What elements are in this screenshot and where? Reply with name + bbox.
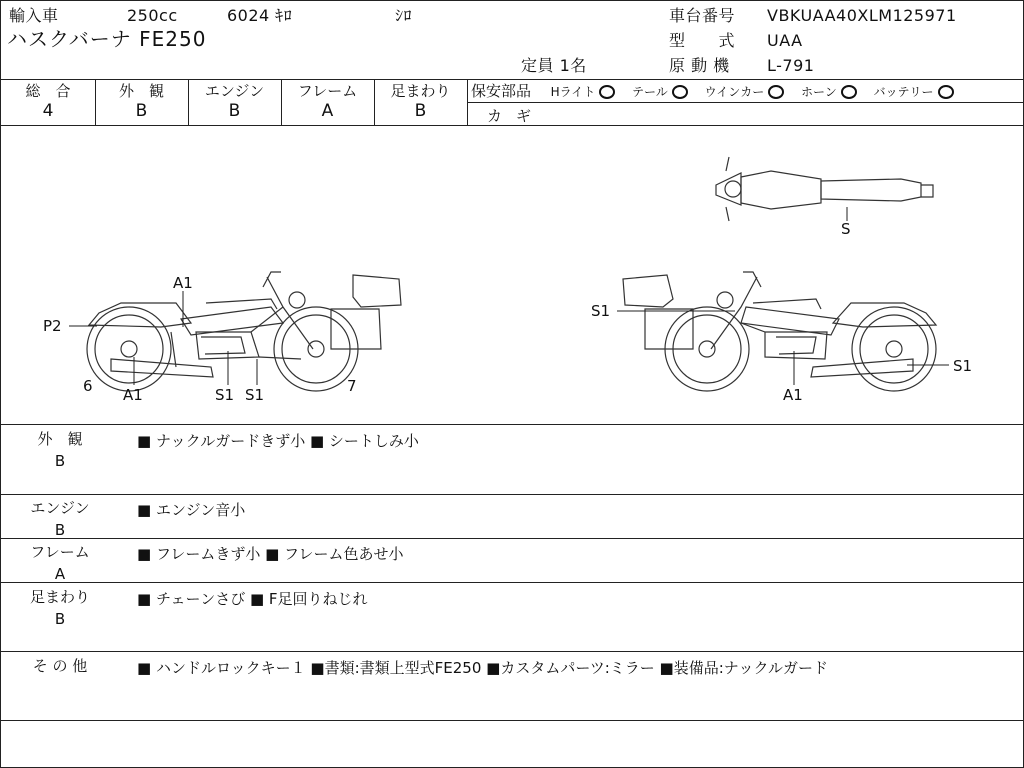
- remark-text-frame: ■ フレームきず小 ■ フレーム色あせ小: [137, 545, 404, 563]
- remark-category-frame: [15, 541, 105, 585]
- remark-grade: A: [54, 565, 66, 583]
- damage-diagram: [1, 127, 1023, 424]
- diagram-label: P2: [43, 317, 62, 335]
- remark-text-engine: ■ エンジン音小: [137, 501, 246, 519]
- import-label: 輸入車: [9, 6, 59, 25]
- part-tail: テール: [632, 85, 668, 99]
- divider: [1, 651, 1023, 652]
- diagram-label: 6: [83, 377, 93, 395]
- divider: [467, 79, 468, 125]
- ok-circle-icon: [599, 85, 615, 99]
- diagram-label: S1: [215, 386, 235, 404]
- remark-category-suspension: [15, 586, 105, 630]
- safety-parts-row: [471, 81, 966, 103]
- grade-value: B: [228, 101, 241, 121]
- grade-label: 足まわり: [390, 82, 451, 100]
- type-label: 型 式: [669, 31, 736, 50]
- diagram-label: S1: [591, 302, 611, 320]
- mileage: 6024 ｷﾛ: [227, 6, 293, 25]
- remark-text-other: ■ ハンドルロックキー１ ■書類:書類上型式FE250 ■カスタムパーツ:ミラー ■装備品:ナックルガード: [137, 659, 829, 677]
- ok-circle-icon: [672, 85, 688, 99]
- engine-label: 原 動 機: [669, 56, 730, 75]
- divider: [1, 538, 1023, 539]
- remark-category-engine: [15, 497, 105, 541]
- key-label: カギ: [487, 107, 546, 125]
- diagram-label: S: [841, 220, 851, 238]
- grade-label: フレーム: [297, 82, 358, 100]
- remark-category-label: エンジン: [30, 499, 90, 517]
- motorcycle-top-view: [716, 157, 933, 221]
- grade-label: エンジン: [204, 82, 265, 100]
- divider: [1, 424, 1023, 425]
- diagram-label: A1: [783, 386, 803, 404]
- ok-circle-icon: [768, 85, 784, 99]
- grade-overall: [1, 81, 95, 125]
- capacity: 定員 1名: [521, 56, 587, 75]
- grade-suspension: [374, 81, 467, 125]
- grade-value: 4: [42, 101, 54, 121]
- remark-grade: B: [54, 521, 66, 539]
- grade-value: B: [414, 101, 427, 121]
- part-winker: ウインカー: [704, 85, 765, 99]
- ok-circle-icon: [841, 85, 857, 99]
- part-headlight: Hライト: [550, 85, 596, 99]
- motorcycle-right-view: [623, 272, 936, 391]
- divider: [1, 720, 1023, 721]
- frame-number: VBKUAA40XLM125971: [767, 6, 957, 25]
- remark-category-label: 足まわり: [29, 588, 90, 606]
- grade-label: 外 観: [118, 82, 164, 100]
- remark-grade: B: [54, 452, 66, 470]
- remark-category-label: 外 観: [37, 430, 83, 448]
- grade-engine: [188, 81, 281, 125]
- displacement: 250cc: [127, 6, 178, 25]
- part-battery: バッテリー: [873, 85, 934, 99]
- remark-category-label: フレーム: [30, 543, 90, 561]
- part-horn: ホーン: [801, 85, 837, 99]
- divider: [1, 494, 1023, 495]
- frame-number-label: 車台番号: [669, 6, 736, 25]
- model-name: ハスクバーナ FE250: [7, 27, 207, 51]
- diagram-label: A1: [123, 386, 143, 404]
- body-color: ｼﾛ: [395, 6, 413, 25]
- grade-value: A: [321, 101, 334, 121]
- remark-category-other: [15, 655, 105, 677]
- diagram-label: S1: [953, 357, 973, 375]
- grade-exterior: [95, 81, 188, 125]
- grade-label: 総 合: [25, 82, 71, 100]
- diagram-label: 7: [347, 377, 357, 395]
- remark-category-exterior: [15, 428, 105, 472]
- engine-value: L-791: [767, 56, 815, 75]
- ok-circle-icon: [938, 85, 954, 99]
- diagram-label: S1: [245, 386, 265, 404]
- remark-category-label: そ の 他: [32, 657, 88, 675]
- safety-parts-label: 保安部品: [471, 82, 532, 100]
- grade-value: B: [135, 101, 148, 121]
- remark-text-suspension: ■ チェーンさび ■ F足回りねじれ: [137, 590, 368, 608]
- type-value: UAA: [767, 31, 803, 50]
- remark-grade: B: [54, 610, 66, 628]
- divider: [1, 79, 1023, 80]
- remark-text-exterior: ■ ナックルガードきず小 ■ シートしみ小: [137, 432, 419, 450]
- divider: [1, 582, 1023, 583]
- grade-frame: [281, 81, 374, 125]
- diagram-label: A1: [173, 274, 193, 292]
